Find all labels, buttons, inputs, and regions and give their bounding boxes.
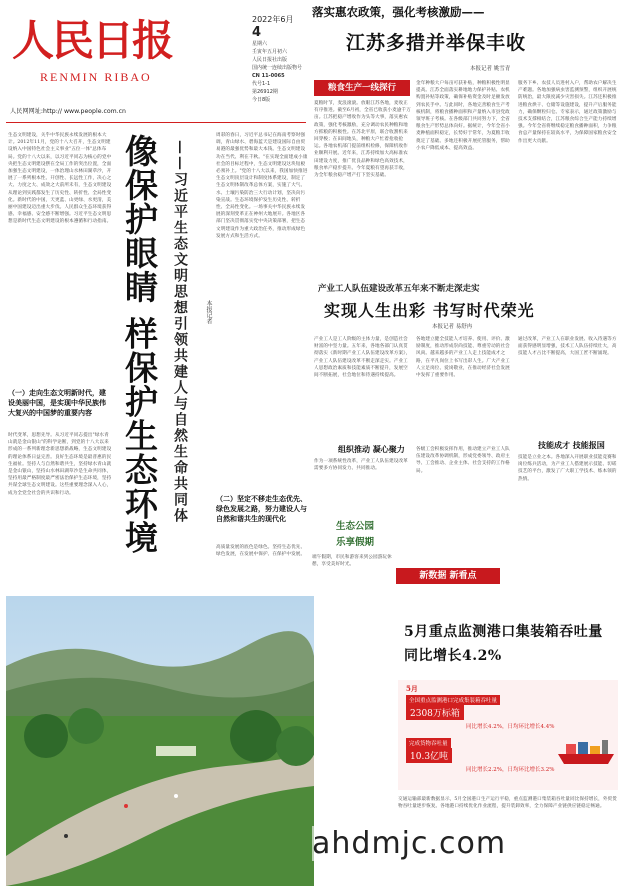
news-body: 交通运输部最新数据显示，5月全国港口生产运行平稳，重点监测港口集装箱吞吐量同比保持增长，外贸货物吞吐量逐步恢复。各地港口持续优化作业流程，提升装卸效率，全力保障产业链供应链稳定畅通。 [398,797,617,810]
top-story [312,4,618,60]
masthead [0,0,310,126]
publisher: 人民日报社出版 [252,57,288,63]
mid-col-1b: 作为一项系统性改革，产业工人队伍建设改革需要多方协同发力、共同推动。 [314,459,408,472]
park-title-1: 生态公园 [336,521,375,532]
infographic-row-1-change: 同比增长4.2%，日均环比增长4.4% [466,724,555,730]
logo-roman: RENMIN RIBAO [40,70,152,84]
grain-col-1: 夏粮时节，麦浪滚滚。放眼江苏各地，麦收正有序推进。截至6月初，全省已收获小麦逾千万亩。江苏把稳产增收作为头等大事，落实惠农政策，强化考核激励，充分调动农民种粮和地方抓粮的积极性。在苏北平原，联合收割机来回穿梭；在田间地头，种粮大户忙着抢收抢运。各地农机部门提前组织检修，保障机收作业顺利开展。近年来，江苏持续加大高标准农田建设力度，推广优良品种和绿色高效技术，粮食单产稳步提升。今年夏粮有望再获丰收，为全年粮食稳产增产打下坚实基础。 [314,101,411,179]
grain-col-2: 金年种粮大户每亩可获补贴，种粮积极性明显提高。江苏全面落实耕地地力保护补贴、农机购置补贴等政策，确保补贴资金及时足额发放到农民手中。与此同时，各地完善粮食生产考核机制，将粮食播种面积和产量纳入市县党政领导班子考核。在各级部门共同努力下，全省粮食生产形势总体向好。据统计，今年全省小麦种植面积稳定，长势好于常年，为夏粮丰收奠定了基础。多地还积极开展托管服务，帮助小农户降低成本、提高效益。 [416,81,510,151]
mid-story-byline: 本报记者 易舒冉 [432,324,473,330]
mid-col-2b: 各级工会积极发挥作用，推动建立产业工人队伍建设改革协调机制，形成党委领导、政府主导、工会推动、企业主体、社会支持的工作格局。 [416,447,510,474]
infographic-row-1-label: 全国重点监测港口完成集装箱吞吐量 [406,695,500,705]
park-photo [6,596,314,886]
lead-col-mid-2: 高质量发展的底色是绿色。坚持生态优先、绿色发展，在发展中保护、在保护中发展。 [216,545,306,558]
park-caption: 端午假期，市民和游客来到公园游玩休憩，享受美好时光。 [312,555,392,568]
lead-col-left-2: 时代变革，思想先导。从习近平同志提出"绿水青山就是金山银山"的科学论断，到党的十八大以来形成的一系列新理念新思想新战略，生态文明建设的理论体系日益完善。良好生态环境是最普惠的民生福祉。坚持人与自然和谐共生，坚持绿水青山就是金山银山，坚持山水林田湖草沙是生命共同体，坚持用最严格制度最严密法治保护生态环境，坚持共谋全球生态文明建设。这些重要理念深入人心，成为全党全社会的共识和行动。 [8,433,112,496]
lead-headline: 像保护眼睛 样保护生态环境 [120,134,159,555]
lead-col-left: 生态文明建设，关乎中华民族永续发展的根本大计。2012年11月，党的十八大召开，生态文明建设纳入中国特色社会主义事业"五位一体"总体布局。党的十八大以来，以习近平同志为核心的党中央把生态文明建设摆在全局工作的突出位置，全面加强生态文明建设，一体治理山水林田湖草沙，开展了一系列根本性、开创性、长远性工作，决心之大、力度之大、成效之大前所未有，生态文明建设从理论到实践都发生了历史性、转折性、全局性变化。新时代的中国，天更蓝、山更绿、水更清，美丽中国建设迈出重大步伐。人民群众生态环境获得感、幸福感、安全感不断增强。习近平生态文明思想是新时代生态文明建设的根本遵循和行动指南。 [8,133,112,225]
mid-col-3: 通过改革，产业工人在职业发展、收入待遇等方面获得感明显增强，技术工人队伍持续壮大，高技能人才占比不断提高，大国工匠不断涌现。 [518,337,617,357]
mid-subhead-right: 技能成才 技能报国 [538,440,605,450]
mid-col-3b: 技能是立业之本。各地深入开展职业技能竞赛和岗位练兵活动，为产业工人搭建展示技能、切磋技艺的平台，激发了广大职工学技术、练本领的热情。 [518,455,617,482]
news-headline: 5月重点监测港口集装箱吞吐量同比增长4.2% [404,624,603,664]
lead-byline: 本报记者 [205,300,212,324]
mid-story-kicker: 产业工人队伍建设改革五年来不断走深走实 [318,284,480,294]
page-count: 今日8版 [252,97,271,103]
website-line: 人民网网址:http:// www.people.com.cn [10,108,126,115]
newspaper-logo: 人民日报 [12,16,173,65]
divider [6,122,306,123]
serial-code: 国内统一连续出版物号 [252,65,303,71]
lead-subheadline: ——习近平生态文明思想引领共建人与自然生命共同体 [172,140,188,524]
date-year-month: 2022年6月 [252,15,294,24]
lead-subhead-2: （二）坚定不移走生态优先、绿色发展之路，努力建设人与自然和谐共生的现代化 [216,494,307,523]
news-data-label: 新数据 新看点 [396,568,500,584]
cn-code: CN 11-0065 [252,73,285,79]
issue-number: 第26912期 [252,89,278,95]
watermark: ahdmjc.com [312,826,507,861]
infographic-row-2-label: 完成货物吞吐量 [406,738,451,748]
grain-col-3: 服务下乡、农技人员进村入户，帮助农户解决生产难题。各地加强病虫害监测预警，组织开展统防统治，最大限度减少灾害损失。江苏还积极推进粮食烘干、仓储等设施建设，提升产后服务能力，确保颗粒归仓。专家表示，通过政策激励与技术支撑相结合，江苏粮食综合生产能力持续增强。今年全省将继续稳定粮食播种面积，力争粮食总产量保持在较高水平，为保障国家粮食安全作出更大贡献。 [518,81,617,144]
infographic-row-2-value: 10.3亿吨 [406,748,452,763]
infographic-month: 5月 [406,684,418,693]
mid-col-2: 各地建立健全技能人才培养、使用、评价、激励制度，推动形成崇尚技能、尊重劳动的社会风尚。越来越多的产业工人走上技能成才之路，在平凡岗位上书写出彩人生。广大产业工人立足岗位、爱岗敬业，在推动经济社会发展中发挥了重要作用。 [416,337,510,379]
mid-col-1: 产业工人是工人阶级的主体力量，是创造社会财富的中坚力量。五年来，各地各部门认真贯彻落实《新时期产业工人队伍建设改革方案》，产业工人队伍建设改革不断走深走实。产业工人思想政治素质和技能素质不断提升，发展空间不断拓展，社会地位和待遇持续提高。 [314,337,411,379]
mid-subhead-left: 组织推动 凝心聚力 [338,444,405,454]
park-landscape-image [6,596,314,886]
date-weekday: 星期六 [252,41,268,47]
postal-code: 代号1-1 [252,81,271,87]
date-day: 4 [252,25,262,40]
top-story-kicker: 落实惠农政策，强化考核激励—— [312,5,485,19]
cargo-ship-icon [556,738,616,766]
port-infographic [398,680,618,790]
grain-section-label: 粮食生产一线探行 [314,80,410,96]
infographic-row-2-change: 同比增长2.2%，日均环比增长3.2% [466,767,555,773]
infographic-row-1-value: 2308万标箱 [406,705,464,720]
lead-col-mid: 周彩的春日，习近平总书记在海南考察时强调，青山绿水、碧海蓝天是建设国际自由贸易港的最强优势和最大本钱。生态文明建设功在当代、利在千秋。"在实现全面建成小康社会的目标过程中，生态文明建设这块短板必须补上。"党的十八大以来，我国加快推进生态文明顶层设计和制度体系建设，制定了生态文明体制改革总体方案，实施了大气、水、土壤污染防治三大行动计划，坚决向污染宣战。生态环境保护发生历史性、转折性、全局性变化。一场事关中华民族永续发展的深刻变革正在神州大地展开。各地区各部门坚决贯彻落实党中央决策部署，把生态文明建设作为重大政治任务，推动形成绿色发展方式和生活方式。 [216,133,308,239]
top-story-headline: 江苏多措并举保丰收 [346,32,527,54]
mid-story-headline: 实现人生出彩 书写时代荣光 [324,301,535,320]
top-story-byline: 本报记者 姚雪青 [470,66,511,72]
park-title-2: 乐享假期 [336,537,375,548]
date-box [252,14,308,104]
lead-subhead-1: （一）走向生态文明新时代，建设美丽中国，是实现中华民族伟大复兴的中国梦的重要内容 [8,388,106,417]
date-lunar: 壬寅年五月初六 [252,49,288,55]
